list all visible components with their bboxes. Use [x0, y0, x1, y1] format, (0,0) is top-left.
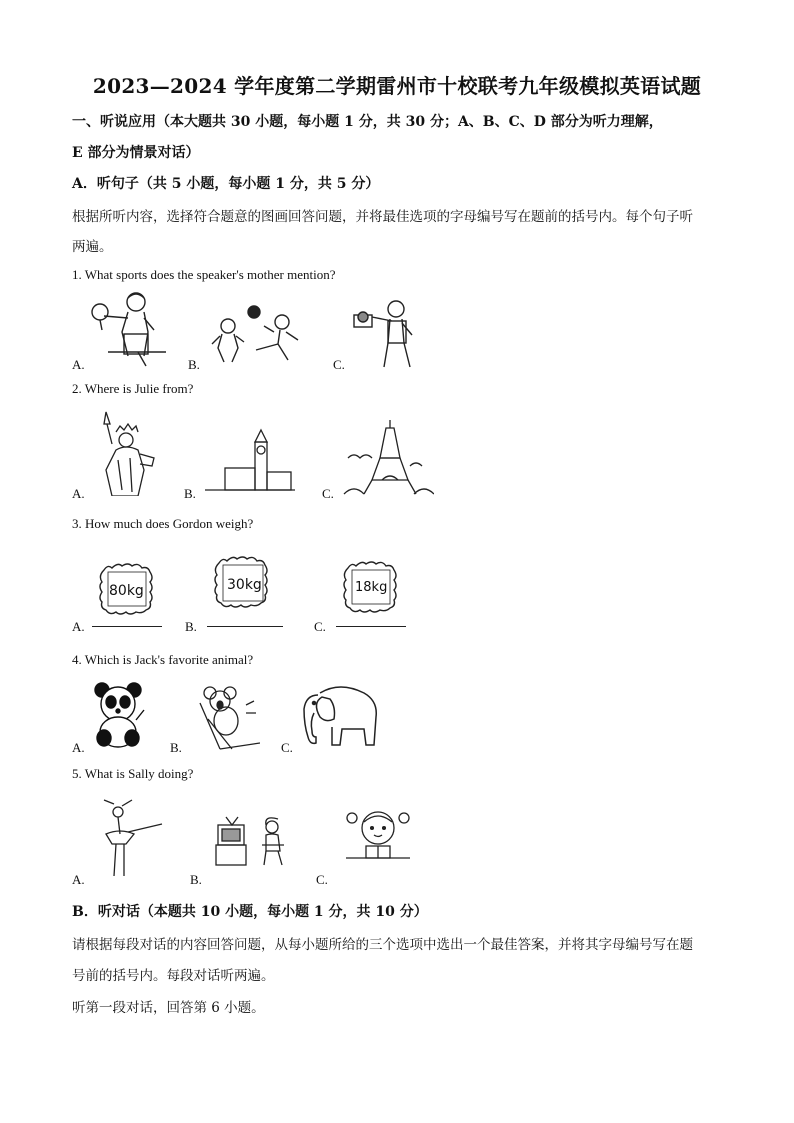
- eiffel-tower-icon: [340, 418, 434, 498]
- section1-heading: 一、听说应用（本大题共 30 小题，每小题 1 分，共 30 分；A、B、C、D 部分为听力理解，: [72, 114, 663, 130]
- q1-option-c[interactable]: C.: [333, 357, 345, 372]
- q5-option-c[interactable]: C.: [316, 872, 328, 887]
- partB-instruction: 请根据每段对话的内容回答问题，从每小题所给的三个选项中选出一个最佳答案，并将其字母编号写在题: [72, 937, 693, 953]
- statue-of-liberty-icon: [90, 410, 165, 496]
- partA-instruction-cont: 两遍。: [72, 239, 113, 255]
- question-1: 1. What sports does the speaker's mother mention?: [72, 267, 336, 282]
- q1-option-a[interactable]: A.: [72, 357, 85, 372]
- table-tennis-player-icon: [88, 290, 168, 368]
- question-5: 5. What is Sally doing?: [72, 766, 194, 781]
- q3-option-a[interactable]: A.: [72, 619, 85, 634]
- q1-option-b[interactable]: B.: [188, 357, 200, 372]
- question-4: 4. Which is Jack's favorite animal?: [72, 652, 254, 667]
- q5-option-a[interactable]: A.: [72, 872, 85, 887]
- soccer-players-icon: [210, 300, 310, 366]
- partB-note: 听第一段对话，回答第 6 小题。: [72, 1000, 265, 1016]
- panda-icon: [92, 680, 146, 748]
- partA-heading: A．听句子（共 5 小题，每小题 1 分，共 5 分）: [72, 176, 380, 192]
- partA-instruction: 根据所听内容，选择符合题意的图画回答问题，并将最佳选项的字母编号写在题前的括号内。每个句子听: [72, 209, 693, 225]
- koala-icon: [190, 683, 260, 751]
- q3-option-c[interactable]: C.: [314, 619, 326, 634]
- q3-answer-line-a: [92, 626, 162, 627]
- page-title: 2023—2024 学年度第二学期雷州市十校联考九年级模拟英语试题: [92, 74, 702, 98]
- girl-watching-tv-icon: [212, 815, 292, 867]
- q3-answer-line-b: [207, 626, 283, 627]
- weight-label-b: 30kg: [227, 577, 262, 593]
- q2-option-a[interactable]: A.: [72, 486, 85, 501]
- weight-label-c: 18kg: [355, 580, 388, 595]
- elephant-icon: [298, 683, 380, 751]
- ballet-dancer-icon: [88, 798, 168, 878]
- partB-instruction-cont: 号前的括号内。每段对话听两遍。: [72, 968, 275, 984]
- q3-option-b[interactable]: B.: [185, 619, 197, 634]
- q4-option-b[interactable]: B.: [170, 740, 182, 755]
- weight-label-a: 80kg: [109, 583, 144, 599]
- basketball-player-icon: [350, 295, 420, 371]
- q5-option-b[interactable]: B.: [190, 872, 202, 887]
- section1-heading-cont: E 部分为情景对话）: [72, 145, 200, 161]
- q2-option-c[interactable]: C.: [322, 486, 334, 501]
- q2-option-b[interactable]: B.: [184, 486, 196, 501]
- q4-option-c[interactable]: C.: [281, 740, 293, 755]
- question-3: 3. How much does Gordon weigh?: [72, 516, 254, 531]
- question-2: 2. Where is Julie from?: [72, 381, 194, 396]
- big-ben-icon: [205, 428, 295, 496]
- partB-heading: B．听对话（本题共 10 小题，每小题 1 分，共 10 分）: [72, 904, 428, 920]
- girl-reading-icon: [346, 808, 410, 860]
- q3-answer-line-c: [336, 626, 406, 627]
- q4-option-a[interactable]: A.: [72, 740, 85, 755]
